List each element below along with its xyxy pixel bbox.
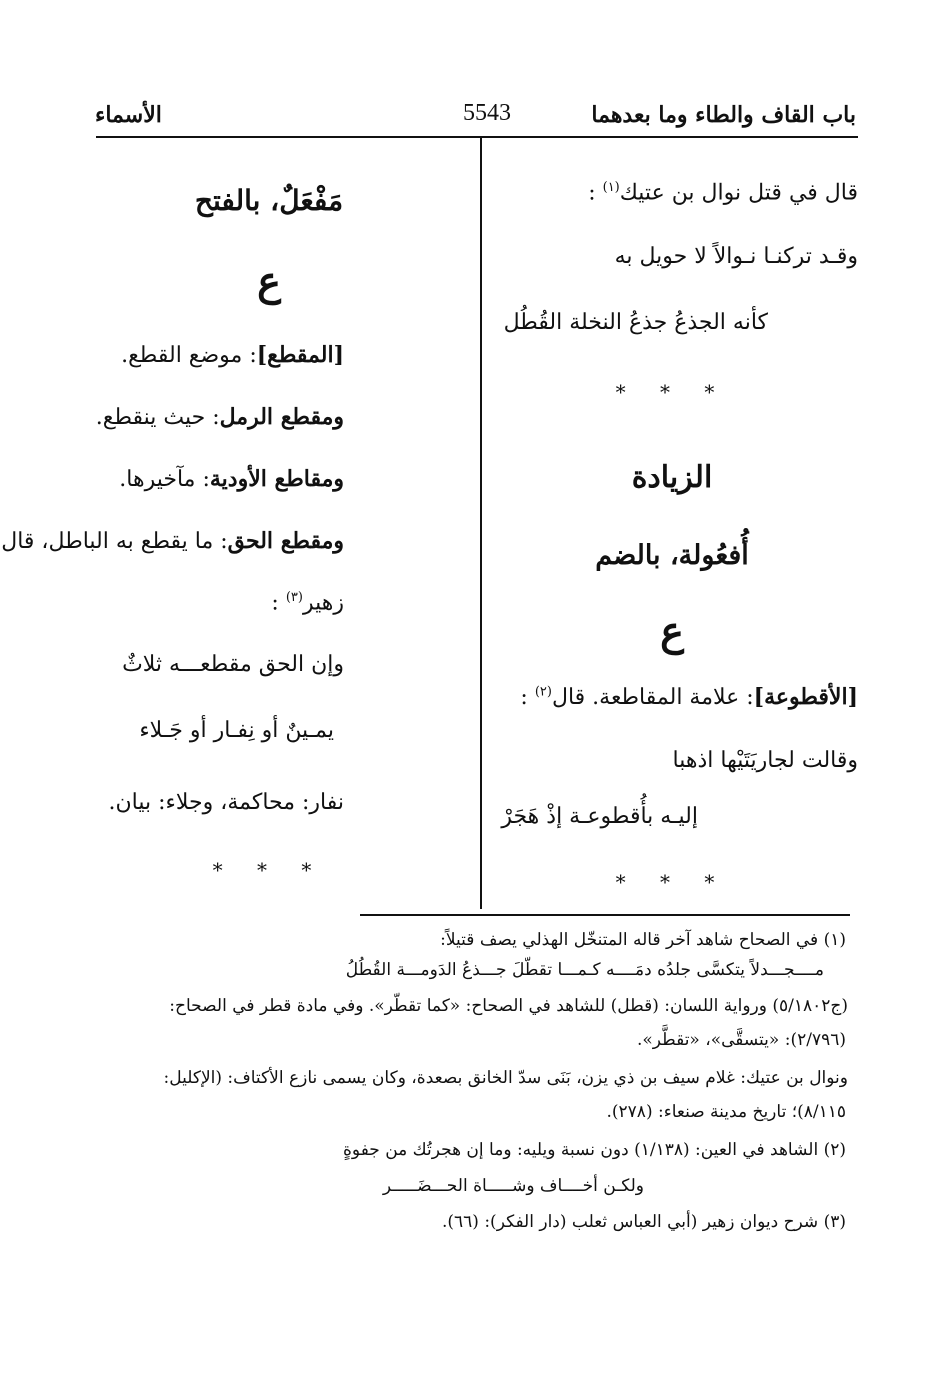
entry-line [121, 342, 344, 369]
intro-line [588, 180, 858, 207]
verse2-first-hemistich: وقالت لجاريَتَيْها اذهبا [672, 748, 858, 773]
verse-second-hemistich: يمـينٌ أو نِفـار أو جَـلاء [139, 718, 334, 743]
entry-definition: : علامة المقاطعة. قال [551, 685, 754, 710]
intro-text: قال في قتل نوال بن عتيك [619, 180, 858, 206]
pattern-heading: أُفعُولة، بالضم [595, 540, 749, 571]
footnote-2-verse: ولكـن أخــــاف وشـــــاة الحـــضَـــــر [382, 1176, 644, 1196]
gloss-line: نفار: محاكمة، وجلاء: بيان. [108, 790, 344, 815]
footnote-ref-1[interactable]: (١) [602, 180, 620, 195]
footnote-1-line: ونوال بن عتيك: غلام سيف بن ذي يزن، بَنَى سدّ الخانق بصعدة، وكان يسمى نازع الأكتاف: (الإكليل: [163, 1068, 848, 1088]
entry-headword: [المقطع] [256, 342, 344, 368]
footnote-1-line: (٢/٧٩٦): «يتسقَّى»، «تقطَّر». [636, 1030, 846, 1050]
verse1-first-hemistich: وقـد تركنـا نـوالاً لا حويل به [614, 244, 858, 269]
definition-line [96, 404, 344, 431]
verse2-second-hemistich: إليـه بأُقطوعـة إذْ هَجَرْ [501, 804, 698, 829]
section-separator-stars: * * * [212, 858, 326, 882]
intro-colon: : [588, 180, 596, 206]
headword: ومقاطع الأودية [209, 466, 344, 492]
poet-name: زهير [302, 590, 344, 616]
headword: ومقطع الحق [227, 528, 344, 554]
footnote-ref-3[interactable]: (٣) [285, 590, 303, 605]
footnote-1-line: (ج٥/١٨٠٢) ورواية اللسان: (قطل) للشاهد في الصحاح: «كما تقطّر». وفي مادة قطر في الصحاح: [169, 996, 848, 1016]
definition: : ما يقطع به الباطل، قال [1, 529, 228, 554]
section-separator-stars: * * * [615, 870, 729, 894]
footnote-3-line: (٣) شرح ديوان زهير (أبي العباس ثعلب (دار الفكر): (٦٦). [441, 1212, 846, 1232]
footnote-1-verse: مــــجـــدلاً يتكسَّى جلدُه دمَــــه كـمـــا تقطّلَ جـــذعُ الدَومـــة القُطُلُ [345, 960, 824, 980]
running-header-section: الأسماء [95, 102, 162, 128]
header-rule [96, 136, 858, 138]
entry-definition: : موضع القطع. [121, 343, 257, 368]
definition-line [1, 528, 344, 555]
entry-line [520, 684, 858, 711]
footnote-rule [360, 914, 850, 916]
entry-headword: [الأقطوعة] [753, 684, 858, 710]
definition: : حيث ينقطع. [95, 405, 220, 430]
pattern-heading: مَفْعَلٌ، بالفتح [194, 184, 344, 217]
definition: : مآخيرها. [119, 467, 210, 492]
column-divider [480, 137, 482, 909]
footnote-1-line: (١) في الصحاح شاهد آخر قاله المتنخّل الهذلي يصف قتيلاً: [440, 930, 846, 950]
footnote-2-line: (٢) الشاهد في العين: (١/١٣٨) دون نسبة ويليه: وما إن هجرتُك من جفوةٍ [343, 1140, 846, 1160]
verse-first-hemistich: وإن الحق مقطعـــه ثلاثٌ [122, 652, 344, 677]
definition-line [119, 466, 344, 493]
section-separator-stars: * * * [615, 380, 729, 404]
colon: : [271, 590, 279, 616]
entry-colon: : [520, 685, 528, 710]
verse1-second-hemistich: كأنه الجذعُ جذعُ النخلة القُطُل [503, 310, 768, 335]
letter-heading: ع [257, 258, 281, 305]
footnote-ref-2[interactable]: (٢) [534, 684, 552, 700]
footnote-1-line: ٨/١١٥)؛ تاريخ مدينة صنعاء: (٢٧٨). [606, 1102, 846, 1122]
letter-heading: ع [660, 608, 684, 655]
page-number: 5543 [463, 100, 511, 126]
running-header-chapter: باب القاف والطاء وما بعدهما [591, 102, 856, 128]
section-heading: الزيادة [631, 460, 713, 495]
definition-line [271, 590, 344, 617]
headword: ومقطع الرمل [219, 404, 344, 430]
